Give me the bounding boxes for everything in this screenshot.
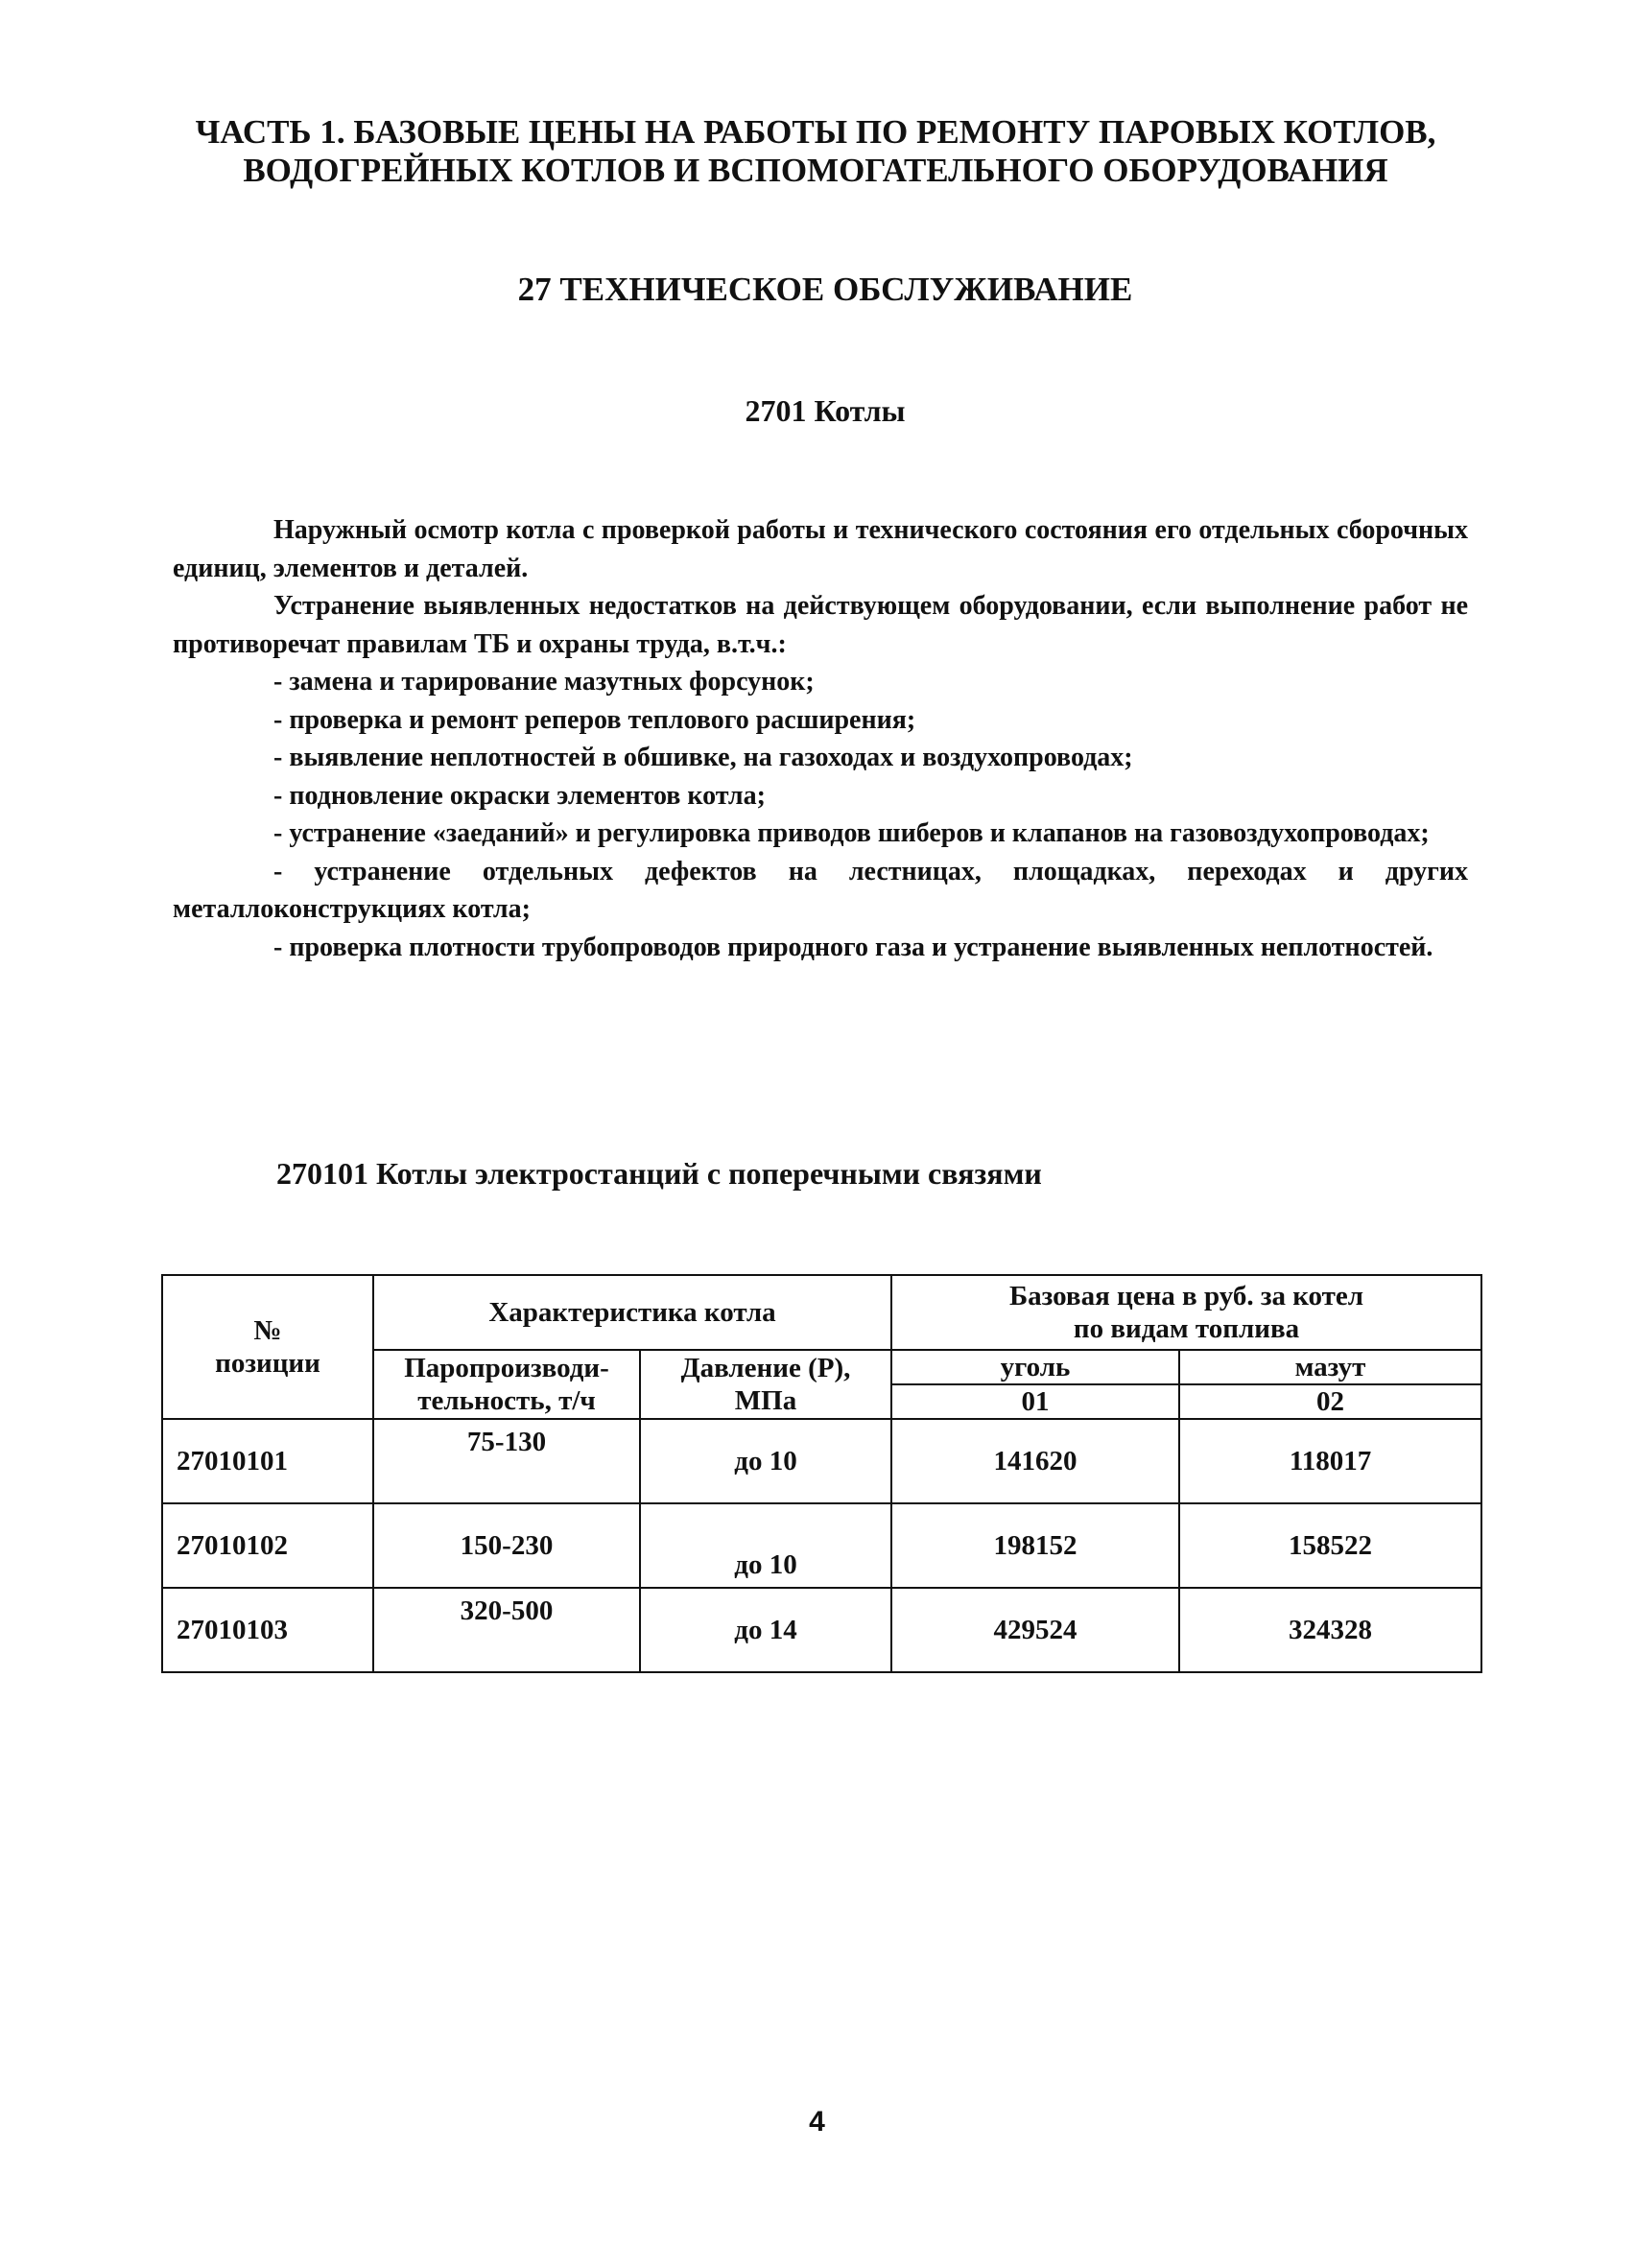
position-cell: 27010103	[162, 1588, 373, 1672]
part-title-line-2: ВОДОГРЕЙНЫХ КОТЛОВ И ВСПОМОГАТЕЛЬНОГО ОБОРУДОВАНИЯ	[243, 152, 1388, 189]
pressure-cell: до 10	[640, 1419, 891, 1503]
pressure-header	[640, 1350, 891, 1419]
capacity-cell: 75-130	[373, 1419, 640, 1503]
subsection-title: 2701 Котлы	[745, 393, 906, 428]
characteristics-header: Характеристика котла	[373, 1275, 891, 1350]
paragraph: Устранение выявленных недостатков на действующем оборудовании, если выполнение работ не противоречат правилам ТБ и охраны труда, в.т.ч.:	[173, 591, 1468, 659]
table-row	[162, 1419, 1481, 1503]
coal-price-cell: 141620	[891, 1419, 1179, 1503]
list-item: - устранение отдельных дефектов на лестницах, площадках, переходах и других металлоконструкциях котла;	[173, 856, 1468, 924]
base-price-header-line-1: Базовая цена в руб. за котел	[1008, 1281, 1364, 1311]
part-title	[144, 113, 1487, 190]
table-row	[162, 1503, 1481, 1588]
base-price-header-line-2: по видам топлива	[1073, 1313, 1300, 1344]
coal-code: 01	[891, 1384, 1179, 1419]
pressure-header-line-2: МПа	[734, 1385, 797, 1416]
fuel-oil-header: мазут	[1179, 1350, 1481, 1384]
fuel-oil-code: 02	[1179, 1384, 1481, 1419]
table-title: 270101 Котлы электростанций с поперечными связями	[276, 1156, 1042, 1191]
fuel-oil-price-cell: 324328	[1179, 1588, 1481, 1672]
pressure-header-line-1: Давление (Р),	[680, 1353, 851, 1383]
pressure-cell: до 14	[640, 1588, 891, 1672]
table-header-row	[162, 1275, 1481, 1350]
table-row	[162, 1588, 1481, 1672]
capacity-header-line-2: тельность, т/ч	[417, 1385, 596, 1416]
position-header-line-1: №	[253, 1315, 282, 1346]
section-title: 27 ТЕХНИЧЕСКОЕ ОБСЛУЖИВАНИЕ	[517, 271, 1133, 308]
list-item: - подновление окраски элементов котла;	[273, 780, 766, 811]
pressure-cell: до 10	[640, 1503, 891, 1588]
position-header-line-2: позиции	[215, 1348, 320, 1379]
position-cell: 27010101	[162, 1419, 373, 1503]
fuel-oil-price-cell: 118017	[1179, 1419, 1481, 1503]
position-header	[162, 1275, 373, 1419]
coal-price-cell: 429524	[891, 1588, 1179, 1672]
part-title-line-1: ЧАСТЬ 1. БАЗОВЫЕ ЦЕНЫ НА РАБОТЫ ПО РЕМОНТУ ПАРОВЫХ КОТЛОВ,	[195, 113, 1436, 151]
list-item: - выявление неплотностей в обшивке, на газоходах и воздухопроводах;	[273, 743, 1133, 772]
list-item: - устранение «заеданий» и регулировка приводов шиберов и клапанов на газовоздухопроводах;	[273, 818, 1430, 848]
list-item: - замена и тарирование мазутных форсунок;	[273, 667, 815, 697]
position-cell: 27010102	[162, 1503, 373, 1588]
fuel-oil-price-cell: 158522	[1179, 1503, 1481, 1588]
coal-price-cell: 198152	[891, 1503, 1179, 1588]
capacity-header-line-1: Паропроизводи-	[404, 1353, 609, 1383]
capacity-cell: 150-230	[373, 1503, 640, 1588]
base-price-header	[891, 1275, 1481, 1350]
capacity-header	[373, 1350, 640, 1419]
paragraph: Наружный осмотр котла с проверкой работы и технического состояния его отдельных сборочных единиц, элементов и деталей.	[173, 515, 1468, 583]
capacity-cell: 320-500	[373, 1588, 640, 1672]
list-item: - проверка и ремонт реперов теплового расширения;	[273, 704, 916, 735]
page-number: 4	[809, 2106, 825, 2138]
coal-header: уголь	[891, 1350, 1179, 1384]
price-table	[161, 1274, 1482, 1673]
list-item: - проверка плотности трубопроводов природного газа и устранение выявленных неплотностей.	[273, 932, 1433, 962]
body-text	[173, 511, 1468, 966]
